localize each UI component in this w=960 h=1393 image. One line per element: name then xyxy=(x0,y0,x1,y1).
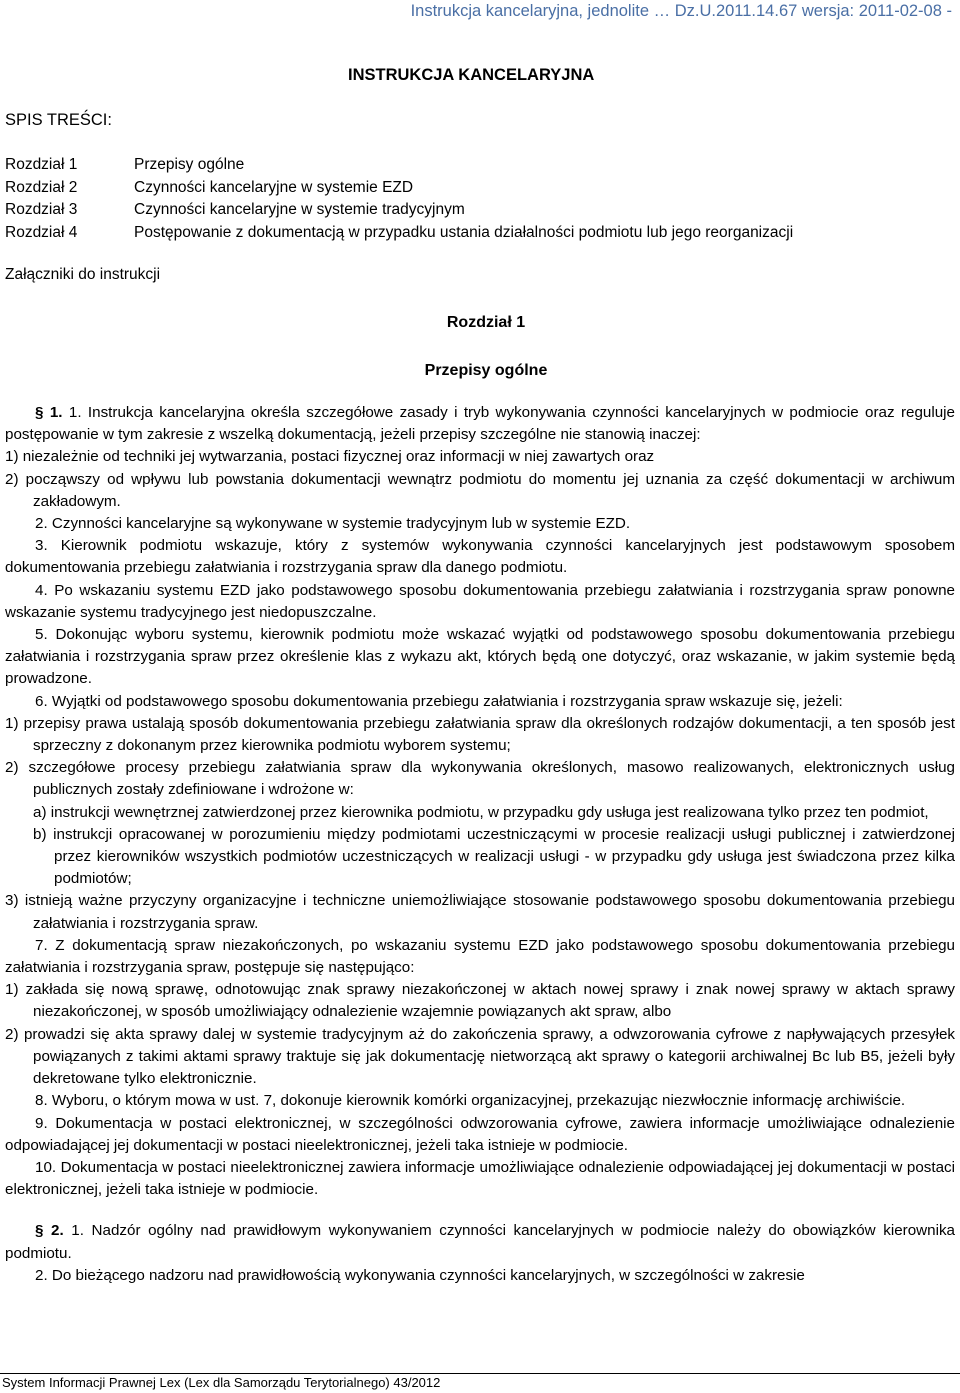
paragraph: 9. Dokumentacja w postaci elektronicznej, w szczególności odwzorowania cyfrowe, zawiera informacje umożliwiające odnalezienie odpowiadającej jej dokumentacji w postaci nieelektronicznej, jeżeli taka istnieje w podmiocie. xyxy=(5,1114,955,1154)
running-header: Instrukcja kancelaryjna, jednolite … Dz.U.2011.14.67 wersja: 2011-02-08 - xyxy=(410,2,952,20)
toc-row xyxy=(5,154,945,177)
chapter-name: Przepisy ogólne xyxy=(424,362,548,379)
toc-attachments: Załączniki do instrukcji xyxy=(5,266,161,283)
sub-list-item: b) instrukcji opracowanej w porozumieniu między podmiotami uczestniczącymi w procesie realizacji usługi publicznej i zatwierdzonej przez kierowników wszystkich podmiotów uczestniczących w realizacji usługi - w przypadku gdy usługa jest świadczona przez kilka podmiotów; xyxy=(33,825,955,888)
toc-chapter-title: Czynności kancelaryjne w systemie EZD xyxy=(134,178,414,196)
paragraph: 8. Wyboru, o którym mowa w ust. 7, dokonuje kierownik komórki organizacyjnej, przekazując niezwłocznie informację archiwiście. xyxy=(35,1092,906,1110)
list-item: 2) szczegółowe procesy przebiegu załatwiania spraw dla wykonywania określonych, masowo realizowanych, elektronicznych usług publicznych zostały zdefiniowane i wdrożone w: xyxy=(5,759,955,799)
section-gap xyxy=(5,1201,955,1220)
toc-heading: SPIS TREŚCI: xyxy=(5,111,112,129)
toc-row xyxy=(5,177,945,200)
toc-chapter-number: Rozdział 1 xyxy=(5,156,78,173)
section-mark: § 2. xyxy=(35,1222,64,1240)
list-item: 1) przepisy prawa ustalają sposób dokumentowania przebiegu załatwiania spraw dla określonych rodzajów dokumentacji, a ten sposób jest sprzeczny z dokonanym przez kierownika podmiotu wyborem systemu; xyxy=(5,714,955,755)
list-item: 3) istnieją ważne przyczyny organizacyjne i techniczne uniemożliwiające stosowanie podstawowego sposobu dokumentowania przebiegu załatwiania i rozstrzygania spraw. xyxy=(5,892,955,932)
document-title: INSTRUKCJA KANCELARYJNA xyxy=(348,66,595,84)
document-body xyxy=(5,402,955,1287)
toc-chapter-number: Rozdział 2 xyxy=(5,178,78,196)
paragraph xyxy=(5,402,955,446)
paragraph: 6. Wyjątki od podstawowego sposobu dokumentowania przebiegu załatwiania i rozstrzygania spraw wskazuje się, jeżeli: xyxy=(35,692,843,710)
chapter-number: Rozdział 1 xyxy=(446,314,526,331)
paragraph: 7. Z dokumentacją spraw niezakończonych, po wskazaniu systemu EZD jako podstawowego sposobu dokumentowania przebiegu załatwiania i rozstrzygania spraw, postępuje się następująco: xyxy=(5,936,955,977)
paragraph: 3. Kierownik podmiotu wskazuje, który z systemów wykonywania czynności kancelaryjnych jest podstawowym sposobem dokumentowania przebiegu załatwiania i rozstrzygania spraw dla danego podmiotu. xyxy=(5,537,955,577)
paragraph: 2. Do bieżącego nadzoru nad prawidłowością wykonywania czynności kancelaryjnych, w szczególności w zakresie xyxy=(35,1266,805,1284)
list-item: 2) prowadzi się akta sprawy dalej w systemie tradycyjnym aż do zakończenia sprawy, a odwzorowania cyfrowe z napływających przesyłek powiązanych z takimi aktami sprawy traktuje się jak dokumentację nietworzącą akt sprawy o kategorii archiwalnej Bc lub B5, jeżeli były dekretowane tylko elektronicznie. xyxy=(5,1025,955,1088)
toc-chapter-number: Rozdział 4 xyxy=(5,223,78,241)
list-item: 1) niezależnie od techniki jej wytwarzania, postaci fizycznej oraz informacji w niej zawartych oraz xyxy=(5,448,655,466)
paragraph: 4. Po wskazaniu systemu EZD jako podstawowego sposobu dokumentowania przebiegu załatwiania i rozstrzygania spraw ponowne wskazanie systemu tradycyjnego jest niedopuszczalne. xyxy=(5,581,955,621)
paragraph-text: 1. Nadzór ogólny nad prawidłowym wykonywaniem czynności kancelaryjnych w podmiocie należy do obowiązków kierownika podmiotu. xyxy=(5,1222,955,1262)
list-item: 2) począwszy od wpływu lub powstania dokumentacji wewnątrz podmiotu do momentu jej uznania za część dokumentacji w archiwum zakładowym. xyxy=(5,470,955,510)
table-of-contents xyxy=(5,154,945,244)
section-mark: § 1. xyxy=(35,404,63,421)
list-item: 1) zakłada się nową sprawę, odnotowując znak sprawy niezakończonej w aktach nowej sprawy i znak nowej sprawy w aktach sprawy niezakończonej, w sposób umożliwiający odnalezienie wzajemnie powiązanych akt spraw, albo xyxy=(5,981,955,1021)
paragraph xyxy=(5,1220,955,1264)
toc-chapter-title: Przepisy ogólne xyxy=(134,156,245,173)
toc-row xyxy=(5,222,945,245)
paragraph: 2. Czynności kancelaryjne są wykonywane w systemie tradycyjnym lub w systemie EZD. xyxy=(35,515,631,533)
toc-row xyxy=(5,199,945,222)
paragraph: 5. Dokonując wyboru systemu, kierownik podmiotu może wskazać wyjątki od podstawowego sposobu dokumentowania przebiegu załatwiania i rozstrzygania spraw przez określenie klas z wykazu akt, których będą one dotyczyć, oraz wskazanie, w jakim systemie będą prowadzone. xyxy=(5,626,955,688)
sub-list-item: a) instrukcji wewnętrznej zatwierdzonej przez kierownika podmiotu, w przypadku gdy usługa jest realizowana tylko przez ten podmiot, xyxy=(33,803,929,821)
toc-chapter-title: Czynności kancelaryjne w systemie tradycyjnym xyxy=(134,201,465,218)
toc-chapter-number: Rozdział 3 xyxy=(5,201,78,218)
toc-chapter-title: Postępowanie z dokumentacją w przypadku ustania działalności podmiotu lub jego reorganizacji xyxy=(134,223,794,241)
page-footer: System Informacji Prawnej Lex (Lex dla Samorządu Terytorialnego) 43/2012 xyxy=(0,1373,960,1393)
paragraph: 10. Dokumentacja w postaci nieelektronicznej zawiera informacje umożliwiające odnalezienie odpowiadającej jej dokumentacji w postaci elektronicznej, jeżeli taka istnieje w podmiocie. xyxy=(5,1158,955,1199)
paragraph-text: 1. Instrukcja kancelaryjna określa szczegółowe zasady i tryb wykonywania czynności kancelaryjnych w podmiocie oraz reguluje postępowanie w tym zakresie z wszelką dokumentacją, jeżeli przepisy szczególne nie stanowią inaczej: xyxy=(5,404,955,444)
